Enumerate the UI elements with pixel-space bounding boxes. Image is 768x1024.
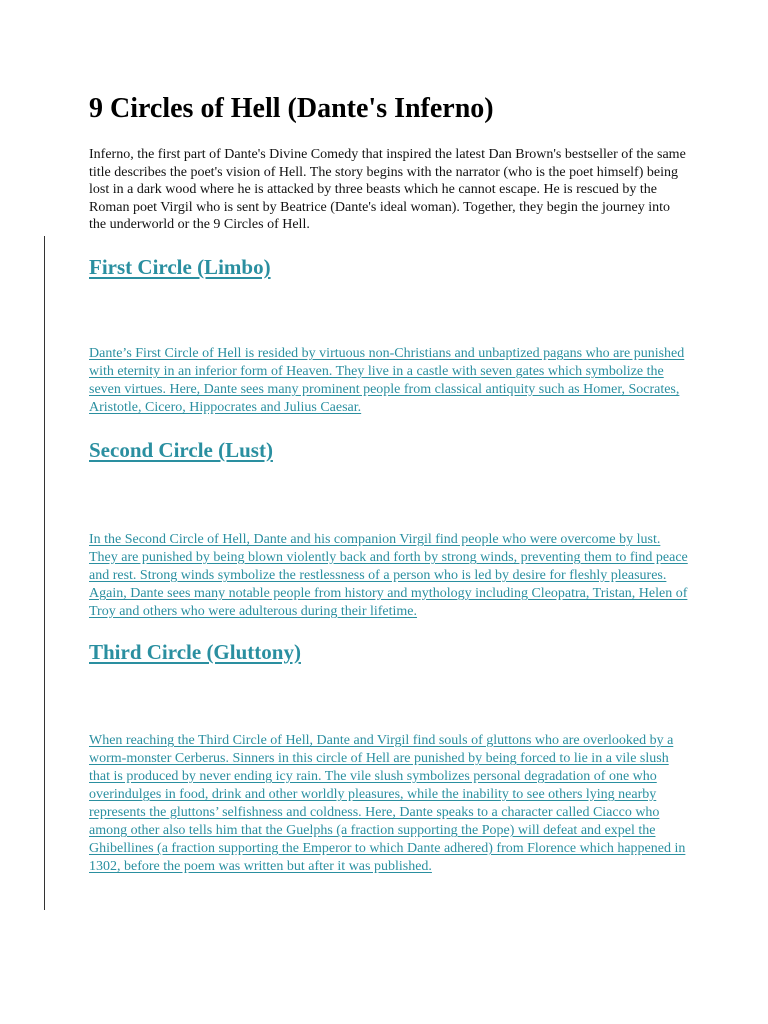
section-heading-second-circle[interactable]: Second Circle (Lust)	[89, 438, 273, 462]
intro-paragraph: Inferno, the first part of Dante's Divine Comedy that inspired the latest Dan Brown's bestseller of the same title describes the poet's vision of Hell. The story begins with the narrator (who is the poet himself) being lost in a dark wood where he is attacked by three beasts which he cannot escape. He is rescued by the Roman poet Virgil who is sent by Beatrice (Dante's ideal woman). Together, they begin the journey into the underworld or the 9 Circles of Hell.	[89, 147, 686, 232]
section-text-third-circle[interactable]: When reaching the Third Circle of Hell, Dante and Virgil find souls of gluttons who are overlooked by a worm-monster Cerberus. Sinners in this circle of Hell are punished by being forced to lie in a vile slush that is produced by never ending icy rain. The vile slush symbolizes personal degradation of one who overindulges in food, drink and other worldly pleasures, while the inability to see others lying nearby represents the gluttons’ selfishness and coldness. Here, Dante speaks to a character called Ciacco who among other also tells him that the Guelphs (a fraction supporting the Pope) will defeat and expel the Ghibellines (a fraction supporting the Emperor to which Dante adhered) from Florence which happened in 1302, before the poem was written but after it was published.	[89, 733, 686, 874]
section-text-first-circle[interactable]: Dante’s First Circle of Hell is resided by virtuous non-Christians and unbaptized pagans who are punished with eternity in an inferior form of Heaven. They live in a castle with seven gates which symbolize the seven virtues. Here, Dante sees many prominent people from classical antiquity such as Homer, Socrates, Aristotle, Cicero, Hippocrates and Julius Caesar.	[89, 346, 685, 415]
margin-rule	[44, 236, 45, 910]
page-title: 9 Circles of Hell (Dante's Inferno)	[89, 93, 494, 124]
section-heading-third-circle[interactable]: Third Circle (Gluttony)	[89, 640, 301, 664]
section-heading-first-circle[interactable]: First Circle (Limbo)	[89, 255, 271, 279]
section-text-second-circle[interactable]: In the Second Circle of Hell, Dante and his companion Virgil find people who were overcome by lust. They are punished by being blown violently back and forth by strong winds, preventing them to find peace and rest. Strong winds symbolize the restlessness of a person who is led by desire for fleshly pleasures. Again, Dante sees many notable people from history and mythology including Cleopatra, Tristan, Helen of Troy and others who were adulterous during their lifetime.	[89, 532, 688, 619]
